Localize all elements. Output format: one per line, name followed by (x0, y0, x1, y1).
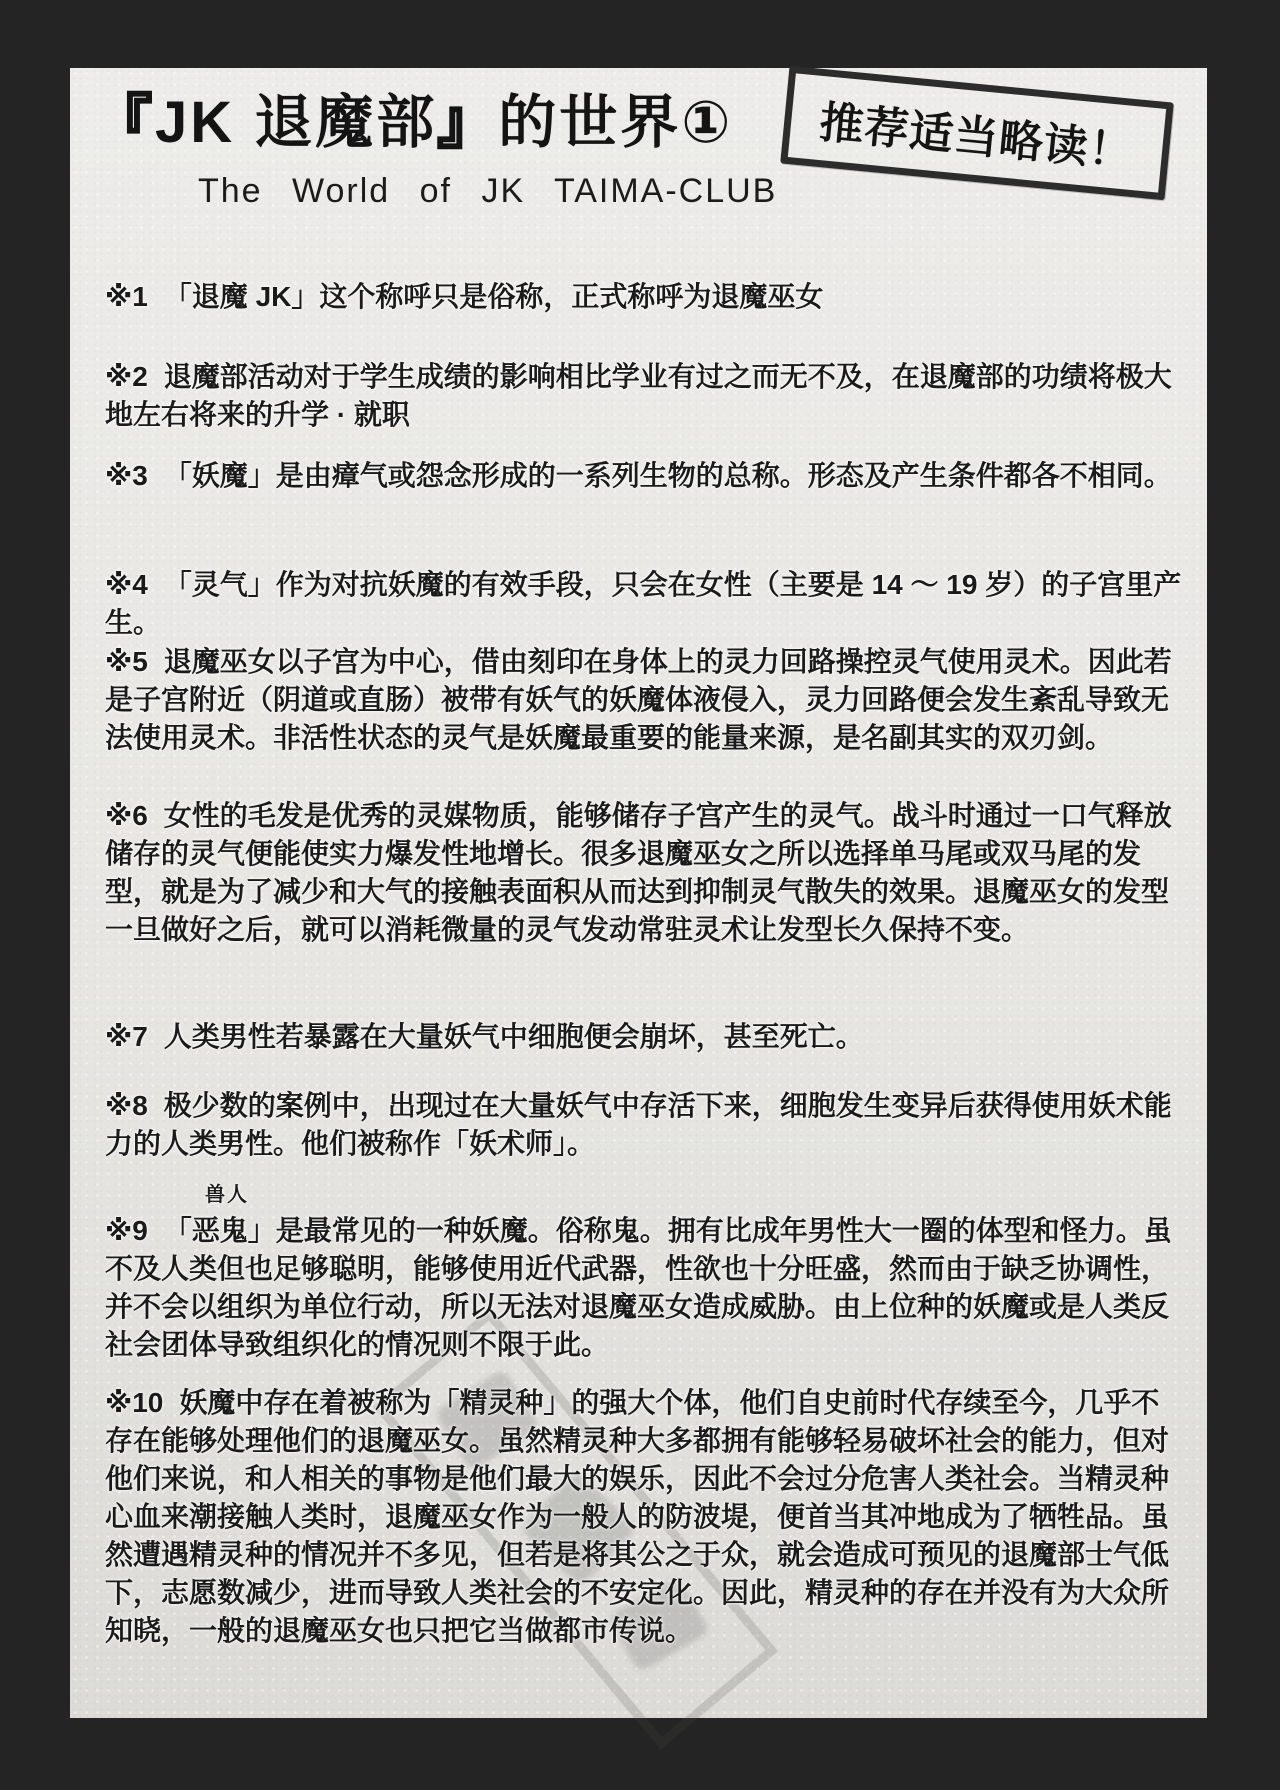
note-1 (105, 278, 1183, 316)
title-main: JK 退魔部 (155, 90, 438, 155)
note-text: 「恶鬼」是最常见的一种妖魔。俗称鬼。拥有比成年男性大一圈的体型和怪力。虽不及人类但也足够聪明，能够使用近代武器，性欲也十分旺盛，然而由于缺乏协调性，并不会以组织为单位行动，所以无法对退魔巫女造成威胁。由上位种的妖魔或是人类反社会团体导致组织化的情况则不限于此。 (105, 1215, 1172, 1360)
note-label: ※4 (105, 569, 148, 600)
note-text: 妖魔中存在着被称为「精灵种」的强大个体，他们自史前时代存续至今，几乎不存在能够处理他们的退魔巫女。虽然精灵种大多都拥有能够轻易破坏社会的能力，但对他们来说，和人相关的事物是他们最大的娱乐，因此不会过分危害人类社会。当精灵种心血来潮接触人类时，退魔巫女作为一般人的防波堤，便首当其冲地成为了牺牲品。虽然遭遇精灵种的情况并不多见，但若是将其公之于众，就会造成可预见的退魔部士气低下，志愿数减少，进而导致人类社会的不安定化。因此，精灵种的存在并没有为大众所知晓，一般的退魔巫女也只把它当做都市传说。 (105, 1387, 1170, 1646)
title-bracket-open: 『 (94, 90, 156, 155)
note-2 (105, 358, 1183, 434)
skim-recommended-stamp (780, 66, 1174, 201)
note-label: ※7 (105, 1021, 148, 1052)
title-suffix: 的世界① (498, 90, 734, 155)
note-6 (105, 797, 1183, 949)
note-label: ※8 (105, 1090, 148, 1121)
note-3 (105, 457, 1183, 495)
note-text: 退魔部活动对于学生成绩的影响相比学业有过之而无不及，在退魔部的功绩将极大地左右将来的升学 · 就职 (105, 361, 1172, 430)
note-text: 退魔巫女以子宫为中心，借由刻印在身体上的灵力回路操控灵气使用灵术。因此若是子宫附近（阴道或直肠）被带有妖气的妖魔体液侵入，灵力回路便会发生紊乱导致无法使用灵术。非活性状态的灵气是妖魔最重要的能量来源，是名副其实的双刃剑。 (105, 646, 1172, 753)
page-subtitle: The World of JK TAIMA-CLUB (198, 172, 778, 210)
note-text: 「妖魔」是由瘴气或怨念形成的一系列生物的总称。形态及产生条件都各不相同。 (163, 460, 1172, 491)
note-10 (105, 1384, 1183, 1650)
ruby-annotation: 兽人 (205, 1184, 249, 1206)
note-label: ※5 (105, 646, 148, 677)
note-4 (105, 566, 1183, 642)
note-text: 人类男性若暴露在大量妖气中细胞便会崩坏，甚至死亡。 (163, 1021, 864, 1052)
note-text: 女性的毛发是优秀的灵媒物质，能够储存子宫产生的灵气。战斗时通过一口气释放储存的灵气便能使实力爆发性地增长。很多退魔巫女之所以选择单马尾或双马尾的发型，就是为了减少和大气的接触表面积从而达到抑制灵气散失的效果。退魔巫女的发型一旦做好之后，就可以消耗微量的灵气发动常驻灵术让发型长久保持不变。 (105, 800, 1172, 945)
note-8 (105, 1087, 1183, 1163)
note-label: ※6 (105, 800, 148, 831)
note-9 (105, 1184, 1183, 1364)
note-text: 「退魔 JK」这个称呼只是俗称，正式称呼为退魔巫女 (163, 281, 824, 312)
note-label: ※3 (105, 460, 148, 491)
note-label: ※1 (105, 281, 148, 312)
title-bracket-close: 』 (437, 90, 499, 155)
note-text: 极少数的案例中，出现过在大量妖气中存活下来，细胞发生变异后获得使用妖术能力的人类男性。他们被称作「妖术师」。 (105, 1090, 1172, 1159)
note-label: ※2 (105, 361, 148, 392)
document-page (70, 68, 1207, 1718)
note-7 (105, 1018, 1183, 1056)
note-text: 「灵气」作为对抗妖魔的有效手段，只会在女性（主要是 14 ～ 19 岁）的子宫里产生。 (105, 569, 1182, 638)
note-label: ※10 (105, 1387, 164, 1418)
page-title (94, 90, 734, 155)
stamp-text: 推荐适当略读！ (817, 97, 1136, 177)
note-5 (105, 643, 1183, 757)
note-label: ※9 (105, 1215, 148, 1246)
